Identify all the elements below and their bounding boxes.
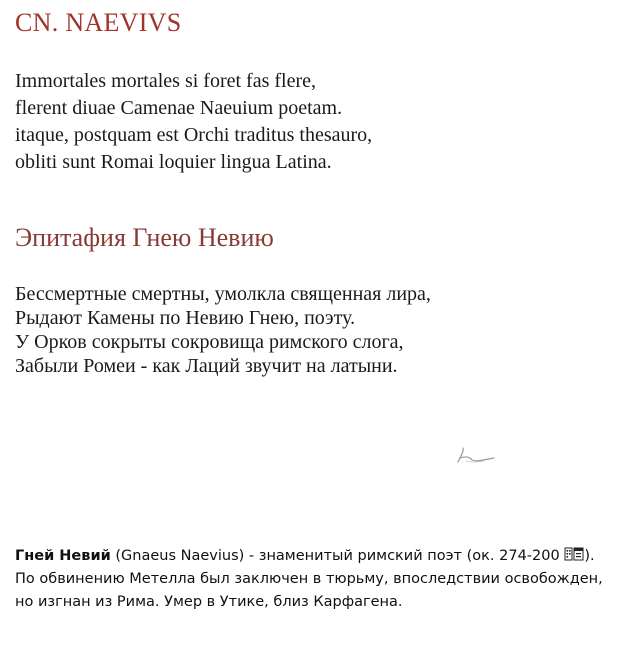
- calendar-icon: [564, 547, 584, 561]
- russian-title: Эпитафия Гнею Невию: [15, 223, 274, 252]
- poet-name: Гней Невий: [15, 548, 111, 564]
- note-line: По обвинению Метелла был заключен в тюрьму, впоследствии освобожден,: [15, 571, 603, 587]
- russian-line: Забыли Ромеи - как Лаций звучит на латыни.: [15, 355, 398, 377]
- note-line: но изгнан из Рима. Умер в Утике, близ Карфагена.: [15, 594, 403, 610]
- latin-line: itaque, postquam est Orchi traditus thesauro,: [15, 124, 373, 146]
- latin-line: Immortales mortales si foret fas flere,: [15, 70, 316, 92]
- signature-icon: [450, 440, 500, 470]
- latin-title: CN. NAEVIVS: [15, 8, 182, 37]
- russian-line: Рыдают Камены по Невию Гнею, поэту.: [15, 307, 356, 329]
- biography-note: [15, 545, 637, 614]
- note-line: [15, 545, 637, 568]
- latin-line: flerent diuae Camenae Naeuium poetam.: [15, 97, 343, 119]
- note-text-end: ).: [584, 548, 595, 564]
- russian-line: У Орков сокрыты сокровища римского слога,: [15, 331, 404, 353]
- note-text: (Gnaeus Naevius) - знаменитый римский поэт (ок. 274-200: [110, 548, 565, 564]
- russian-poem: [15, 282, 431, 378]
- latin-poem: [15, 68, 372, 176]
- latin-line: obliti sunt Romai loquier lingua Latina.: [15, 151, 332, 173]
- russian-line: Бессмертные смертны, умолкла священная лира,: [15, 283, 431, 305]
